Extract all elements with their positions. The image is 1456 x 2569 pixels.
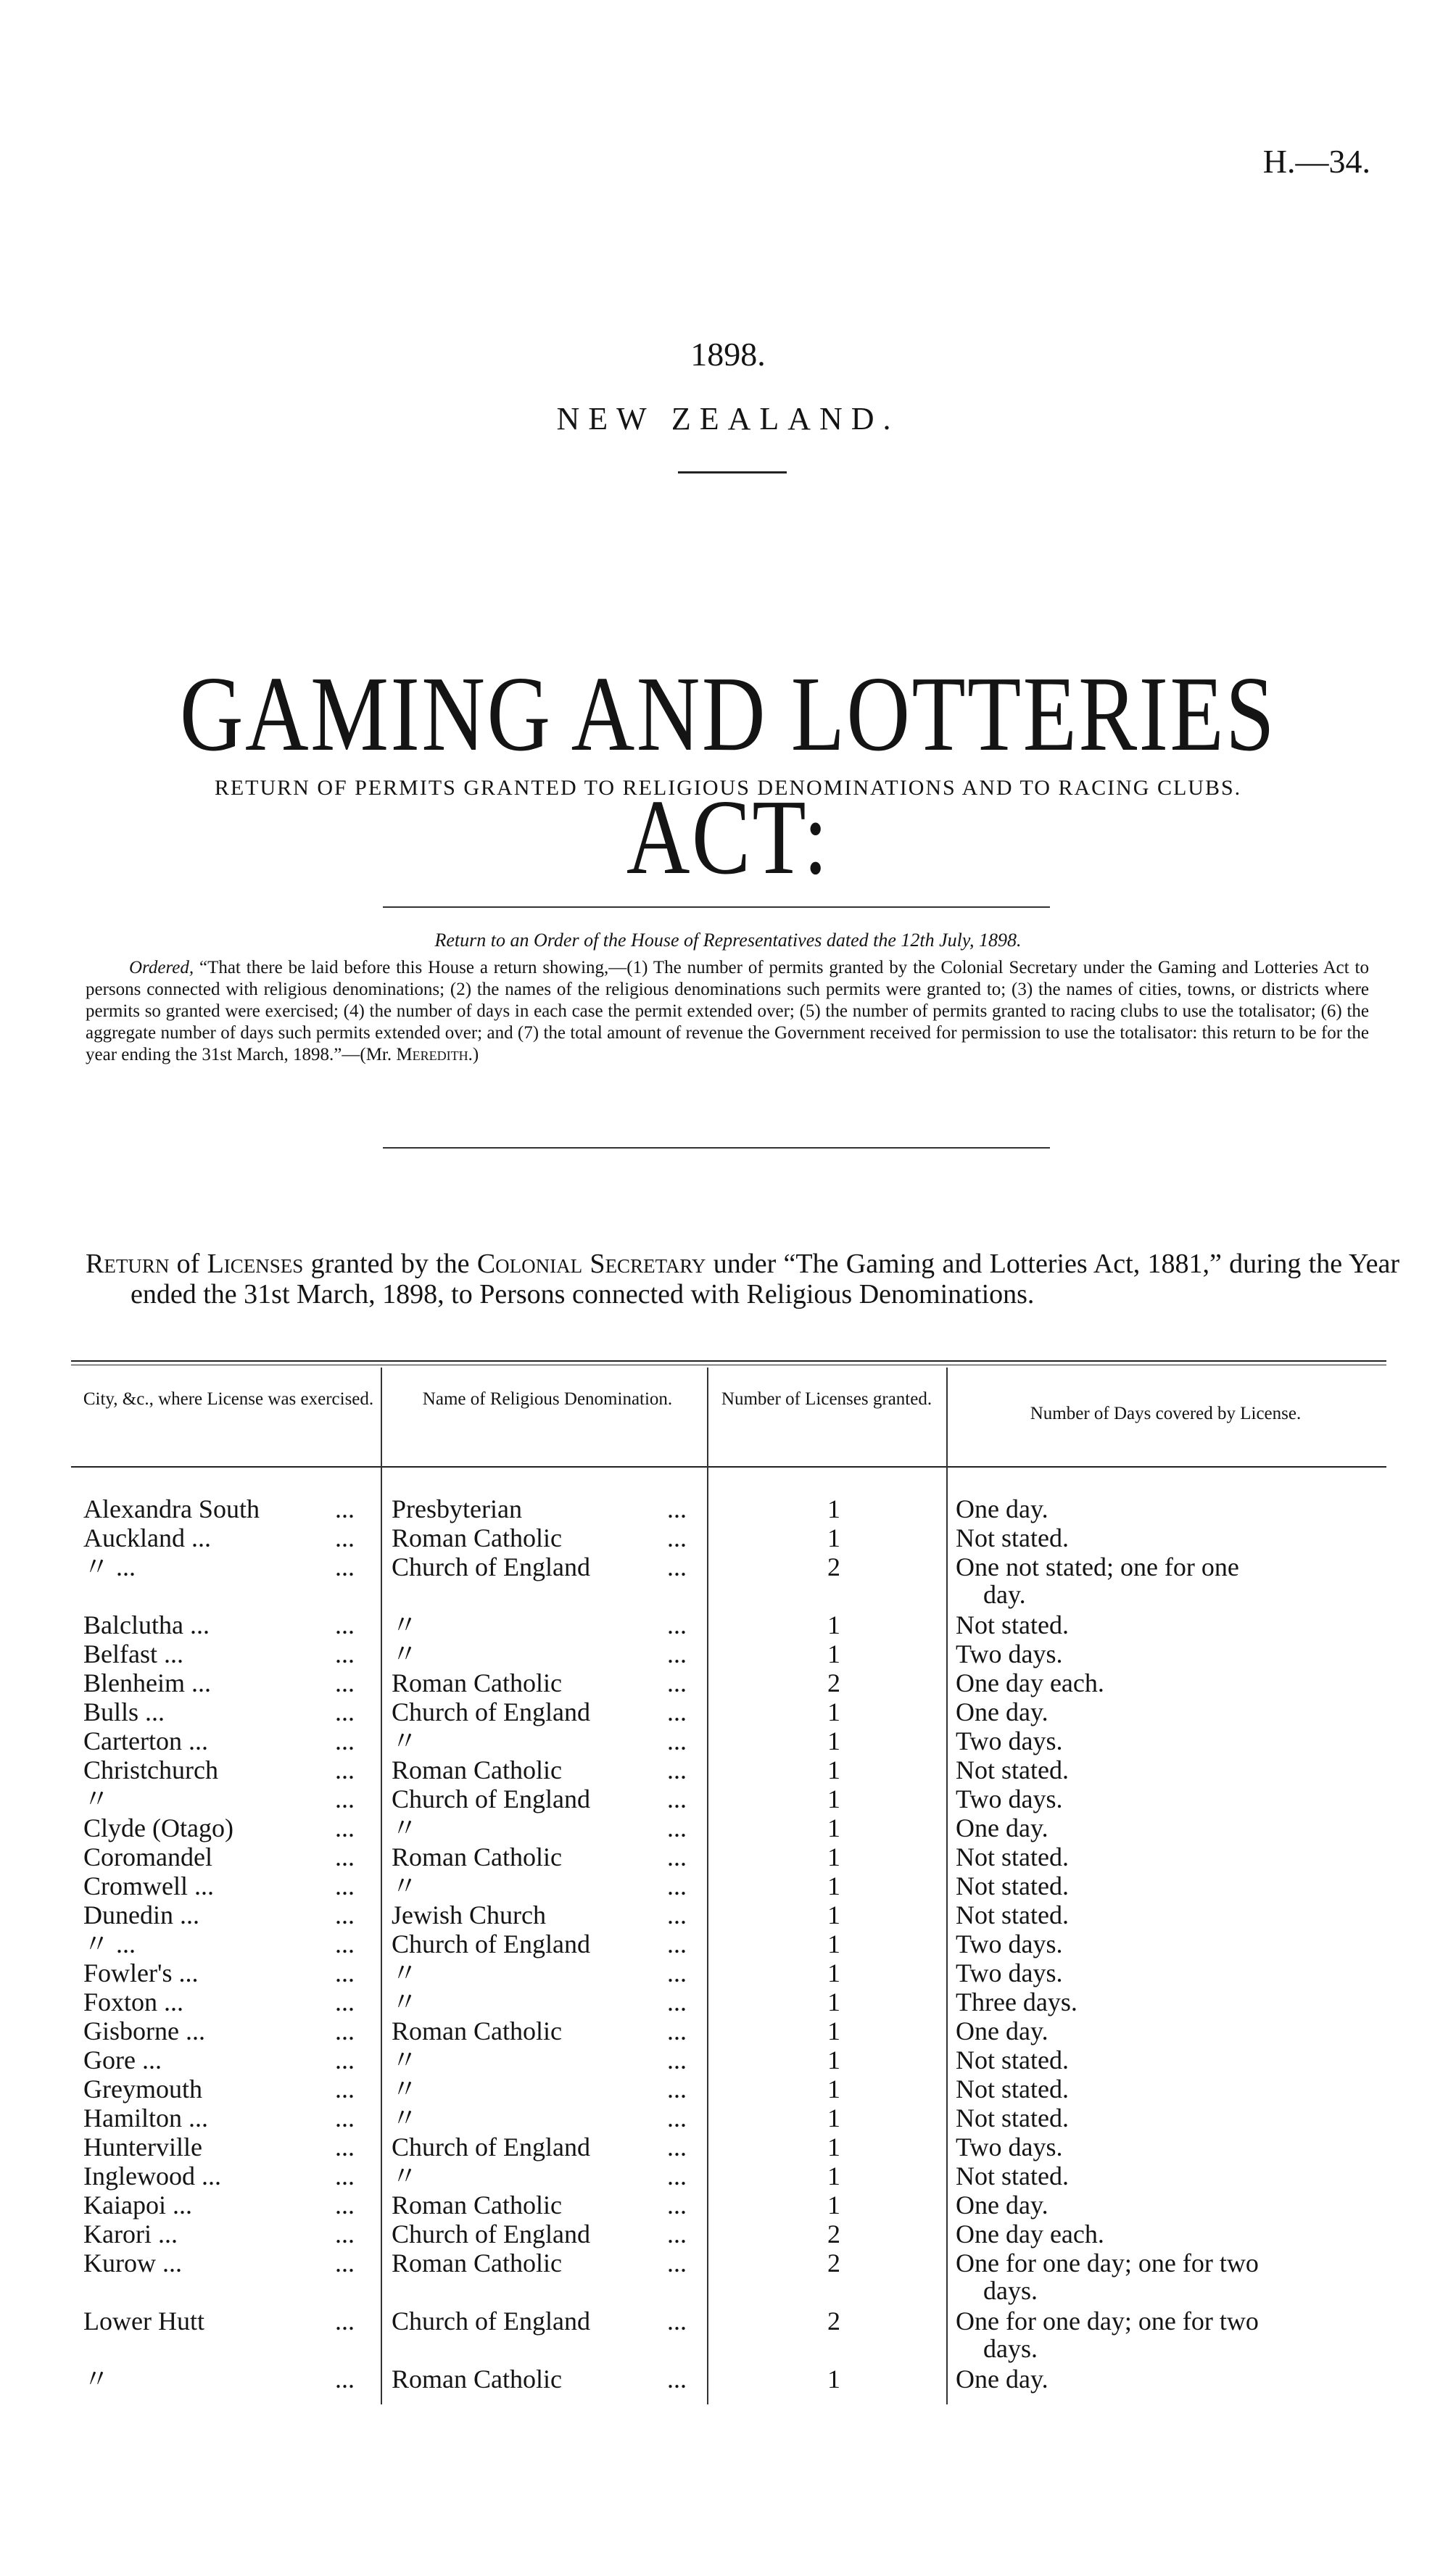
column-divider-1 bbox=[381, 1368, 382, 2404]
days-line: Not stated. bbox=[956, 1610, 1069, 1639]
denomination-cell: 〃 bbox=[392, 1813, 418, 1842]
column-header-days: Number of Days covered by License. bbox=[1030, 1404, 1302, 1423]
days-cell bbox=[956, 2017, 1362, 2045]
city-cell: Carterton ... bbox=[83, 1726, 208, 1755]
city-cell: Fowler's ... bbox=[83, 1958, 199, 1987]
colonial-secretary-word: Colonial Secretary bbox=[476, 1249, 706, 1279]
days-cell bbox=[956, 1959, 1362, 1987]
leader-dots: ... bbox=[335, 1755, 355, 1784]
leader-dots: ... bbox=[667, 1929, 687, 1958]
return-heading bbox=[86, 1249, 1399, 1310]
denomination-cell: Church of England bbox=[392, 1552, 590, 1581]
license-count-cell: 1 bbox=[827, 2016, 840, 2045]
license-count-cell: 1 bbox=[827, 1494, 840, 1523]
leader-dots: ... bbox=[667, 2161, 687, 2191]
days-cell bbox=[956, 1785, 1362, 1813]
license-count-cell: 1 bbox=[827, 2045, 840, 2074]
return-word: Return bbox=[86, 1249, 170, 1279]
license-count-cell: 1 bbox=[827, 1755, 840, 1784]
leader-dots: ... bbox=[667, 1784, 687, 1813]
license-count-cell: 1 bbox=[827, 2161, 840, 2191]
days-line: Two days. bbox=[956, 1784, 1063, 1813]
leader-dots: ... bbox=[335, 1552, 355, 1581]
city-cell: Kurow ... bbox=[83, 2249, 182, 2278]
leader-dots: ... bbox=[335, 1871, 355, 1900]
days-line: Not stated. bbox=[956, 1523, 1069, 1552]
denomination-cell: Roman Catholic bbox=[392, 2365, 562, 2394]
city-cell: 〃 ... bbox=[83, 1929, 136, 1958]
city-cell: 〃 bbox=[83, 2365, 110, 2394]
divider-short bbox=[678, 471, 787, 473]
license-count-cell: 1 bbox=[827, 2074, 840, 2103]
city-cell: Clyde (Otago) bbox=[83, 1813, 233, 1842]
license-count-cell: 1 bbox=[827, 2191, 840, 2220]
denomination-cell: 〃 bbox=[392, 1987, 418, 2016]
leader-dots: ... bbox=[335, 2016, 355, 2045]
leader-dots: ... bbox=[667, 2132, 687, 2161]
city-cell: Kaiapoi ... bbox=[83, 2191, 192, 2220]
denomination-cell: 〃 bbox=[392, 1726, 418, 1755]
license-count-cell: 1 bbox=[827, 1987, 840, 2016]
divider-order-bottom bbox=[383, 1147, 1050, 1149]
leader-dots: ... bbox=[335, 1784, 355, 1813]
leader-dots: ... bbox=[667, 1523, 687, 1552]
license-count-cell: 1 bbox=[827, 1697, 840, 1726]
leader-dots: ... bbox=[667, 1726, 687, 1755]
city-cell: Lower Hutt bbox=[83, 2307, 204, 2336]
leader-dots: ... bbox=[335, 1639, 355, 1668]
order-label: Ordered, bbox=[129, 958, 194, 977]
leader-dots: ... bbox=[667, 1552, 687, 1581]
days-line: One for one day; one for two bbox=[956, 2249, 1259, 2278]
return-text-2: granted by the bbox=[303, 1249, 477, 1279]
denomination-cell: 〃 bbox=[392, 1958, 418, 1987]
leader-dots: ... bbox=[335, 1900, 355, 1929]
days-cell bbox=[956, 1553, 1362, 1608]
days-line: Not stated. bbox=[956, 1871, 1069, 1900]
days-line: Two days. bbox=[956, 2132, 1063, 2161]
city-cell: 〃 ... bbox=[83, 1552, 136, 1581]
days-line: Two days. bbox=[956, 1639, 1063, 1668]
days-line: Not stated. bbox=[956, 2045, 1069, 2074]
leader-dots: ... bbox=[335, 2307, 355, 2336]
leader-dots: ... bbox=[667, 2307, 687, 2336]
denomination-cell: Church of England bbox=[392, 2307, 590, 2336]
days-cell bbox=[956, 1930, 1362, 1958]
leader-dots: ... bbox=[335, 1523, 355, 1552]
leader-dots: ... bbox=[667, 2191, 687, 2220]
table-header-rule bbox=[71, 1466, 1386, 1468]
leader-dots: ... bbox=[667, 1900, 687, 1929]
days-line: One day. bbox=[956, 1494, 1048, 1523]
leader-dots: ... bbox=[335, 1813, 355, 1842]
city-cell: Cromwell ... bbox=[83, 1871, 214, 1900]
license-count-cell: 2 bbox=[827, 1668, 840, 1697]
leader-dots: ... bbox=[667, 1494, 687, 1523]
table-top-rule bbox=[71, 1360, 1386, 1362]
leader-dots: ... bbox=[667, 1668, 687, 1697]
country-heading: NEW ZEALAND. bbox=[556, 401, 900, 437]
days-cell bbox=[956, 2220, 1362, 2248]
days-line: One day. bbox=[956, 1697, 1048, 1726]
days-cell bbox=[956, 1756, 1362, 1784]
days-line: Not stated. bbox=[956, 1755, 1069, 1784]
days-cell bbox=[956, 1727, 1362, 1755]
denomination-cell: Roman Catholic bbox=[392, 2249, 562, 2278]
leader-dots: ... bbox=[667, 1755, 687, 1784]
denomination-cell: 〃 bbox=[392, 2161, 418, 2191]
license-count-cell: 1 bbox=[827, 2103, 840, 2132]
days-line: Two days. bbox=[956, 1958, 1063, 1987]
days-cell bbox=[956, 2162, 1362, 2190]
leader-dots: ... bbox=[667, 1958, 687, 1987]
order-end: .) bbox=[468, 1045, 479, 1064]
city-cell: Blenheim ... bbox=[83, 1668, 211, 1697]
return-text-3: under “The Gaming and Lotteries Act, 1881,” during the Year ended the 31st March, 1898, to Persons connected with Religious Denominations. bbox=[131, 1249, 1399, 1310]
city-cell: Alexandra South bbox=[83, 1494, 260, 1523]
days-cell bbox=[956, 1495, 1362, 1523]
days-line: Not stated. bbox=[956, 2161, 1069, 2191]
license-count-cell: 2 bbox=[827, 2220, 840, 2249]
days-cell bbox=[956, 2191, 1362, 2219]
denomination-cell: 〃 bbox=[392, 2045, 418, 2074]
days-cell bbox=[956, 2365, 1362, 2393]
leader-dots: ... bbox=[667, 1987, 687, 2016]
days-line-continued: days. bbox=[983, 2334, 1038, 2363]
days-cell bbox=[956, 1843, 1362, 1871]
days-line: One day. bbox=[956, 2365, 1048, 2394]
city-cell: Christchurch bbox=[83, 1755, 218, 1784]
city-cell: Auckland ... bbox=[83, 1523, 211, 1552]
leader-dots: ... bbox=[335, 1668, 355, 1697]
license-count-cell: 1 bbox=[827, 1726, 840, 1755]
leader-dots: ... bbox=[335, 1929, 355, 1958]
city-cell: Gisborne ... bbox=[83, 2016, 205, 2045]
city-cell: Belfast ... bbox=[83, 1639, 183, 1668]
column-divider-2 bbox=[707, 1368, 708, 2404]
days-cell bbox=[956, 2104, 1362, 2132]
denomination-cell: Church of England bbox=[392, 1697, 590, 1726]
leader-dots: ... bbox=[335, 1610, 355, 1639]
column-header-denomination: Name of Religious Denomination. bbox=[422, 1389, 673, 1409]
license-count-cell: 1 bbox=[827, 1842, 840, 1871]
order-body: “That there be laid before this House a return showing,—(1) The number of permits granted by the Colonial Secretary under the Gaming and Lotteries Act to persons connected with religious denominations; (2) the names of the religious denominations such permits were granted to; (3) the names of cities, towns, or districts where permits so granted were exercised; (4) the number of days in each case the permit extended over; (5) the number of permits granted to racing clubs to use the totalisator; (6) the aggregate number of days such permits extended over; and (7) the total amount of revenue the Government received for permission to use the totalisator: this return to be for the year ending the 31st March, 1898.”—(Mr. bbox=[86, 958, 1369, 1064]
city-cell: Greymouth bbox=[83, 2074, 202, 2103]
license-count-cell: 1 bbox=[827, 1523, 840, 1552]
days-cell bbox=[956, 1988, 1362, 2016]
denomination-cell: Roman Catholic bbox=[392, 2191, 562, 2220]
city-cell: Karori ... bbox=[83, 2220, 178, 2249]
days-line-continued: days. bbox=[983, 2276, 1038, 2305]
leader-dots: ... bbox=[667, 2074, 687, 2103]
days-line: One day each. bbox=[956, 1668, 1104, 1697]
document-title: GAMING AND LOTTERIES ACT: bbox=[179, 655, 1277, 897]
leader-dots: ... bbox=[335, 2074, 355, 2103]
days-line: Two days. bbox=[956, 1726, 1063, 1755]
denomination-cell: 〃 bbox=[392, 1639, 418, 1668]
days-cell bbox=[956, 1640, 1362, 1668]
leader-dots: ... bbox=[667, 1813, 687, 1842]
leader-dots: ... bbox=[667, 2365, 687, 2394]
city-cell: Dunedin ... bbox=[83, 1900, 199, 1929]
license-count-cell: 1 bbox=[827, 1813, 840, 1842]
order-member: Meredith bbox=[396, 1045, 468, 1064]
days-line: One day. bbox=[956, 2191, 1048, 2220]
leader-dots: ... bbox=[335, 1726, 355, 1755]
days-cell bbox=[956, 1698, 1362, 1726]
city-cell: Inglewood ... bbox=[83, 2161, 221, 2191]
city-cell: Foxton ... bbox=[83, 1987, 184, 2016]
days-cell bbox=[956, 1872, 1362, 1900]
denomination-cell: Church of England bbox=[392, 1929, 590, 1958]
leader-dots: ... bbox=[667, 2103, 687, 2132]
document-subtitle: RETURN OF PERMITS GRANTED TO RELIGIOUS DENOMINATIONS AND TO RACING CLUBS. bbox=[214, 776, 1242, 800]
leader-dots: ... bbox=[335, 2103, 355, 2132]
days-line-continued: day. bbox=[983, 1580, 1026, 1609]
leader-dots: ... bbox=[335, 1494, 355, 1523]
leader-dots: ... bbox=[667, 1871, 687, 1900]
denomination-cell: Presbyterian bbox=[392, 1494, 522, 1523]
denomination-cell: 〃 bbox=[392, 2103, 418, 2132]
city-cell: Bulls ... bbox=[83, 1697, 165, 1726]
denomination-cell: Roman Catholic bbox=[392, 1668, 562, 1697]
days-cell bbox=[956, 1611, 1362, 1639]
days-cell bbox=[956, 2075, 1362, 2103]
days-cell bbox=[956, 2046, 1362, 2074]
leader-dots: ... bbox=[667, 1697, 687, 1726]
denomination-cell: Church of England bbox=[392, 1784, 590, 1813]
leader-dots: ... bbox=[335, 1697, 355, 1726]
leader-dots: ... bbox=[667, 2045, 687, 2074]
denomination-cell: Church of England bbox=[392, 2220, 590, 2249]
license-count-cell: 1 bbox=[827, 2132, 840, 2161]
city-cell: Coromandel bbox=[83, 1842, 212, 1871]
days-line: One for one day; one for two bbox=[956, 2307, 1259, 2336]
days-line: One day. bbox=[956, 2016, 1048, 2045]
city-cell: 〃 bbox=[83, 1784, 110, 1813]
days-line: One day each. bbox=[956, 2220, 1104, 2249]
days-line: One day. bbox=[956, 1813, 1048, 1842]
leader-dots: ... bbox=[335, 1842, 355, 1871]
days-line: Not stated. bbox=[956, 2103, 1069, 2132]
days-line: Two days. bbox=[956, 1929, 1063, 1958]
license-count-cell: 1 bbox=[827, 1900, 840, 1929]
denomination-cell: Church of England bbox=[392, 2132, 590, 2161]
return-text-1: of bbox=[169, 1249, 207, 1279]
license-count-cell: 2 bbox=[827, 2307, 840, 2336]
column-header-city: City, &c., where License was exercised. bbox=[83, 1389, 374, 1409]
license-count-cell: 1 bbox=[827, 1610, 840, 1639]
denomination-cell: Roman Catholic bbox=[392, 1755, 562, 1784]
days-line: Three days. bbox=[956, 1987, 1077, 2016]
city-cell: Gore ... bbox=[83, 2045, 162, 2074]
leader-dots: ... bbox=[335, 2365, 355, 2394]
column-header-number: Number of Licenses granted. bbox=[721, 1389, 932, 1409]
denomination-cell: 〃 bbox=[392, 1610, 418, 1639]
days-cell bbox=[956, 2307, 1362, 2362]
days-cell bbox=[956, 2133, 1362, 2161]
leader-dots: ... bbox=[335, 2161, 355, 2191]
city-cell: Hunterville bbox=[83, 2132, 202, 2161]
days-cell bbox=[956, 1524, 1362, 1552]
leader-dots: ... bbox=[335, 2132, 355, 2161]
license-count-cell: 1 bbox=[827, 2365, 840, 2394]
denomination-cell: Roman Catholic bbox=[392, 1523, 562, 1552]
license-count-cell: 1 bbox=[827, 1639, 840, 1668]
leader-dots: ... bbox=[335, 2220, 355, 2249]
leader-dots: ... bbox=[335, 2191, 355, 2220]
page-reference: H.—34. bbox=[1262, 143, 1370, 180]
leader-dots: ... bbox=[335, 1958, 355, 1987]
license-count-cell: 1 bbox=[827, 1784, 840, 1813]
license-count-cell: 1 bbox=[827, 1929, 840, 1958]
license-count-cell: 1 bbox=[827, 1958, 840, 1987]
leader-dots: ... bbox=[667, 2016, 687, 2045]
divider-order-top bbox=[383, 906, 1050, 908]
license-count-cell: 2 bbox=[827, 2249, 840, 2278]
leader-dots: ... bbox=[335, 2045, 355, 2074]
column-divider-3 bbox=[946, 1368, 948, 2404]
license-count-cell: 1 bbox=[827, 1871, 840, 1900]
city-cell: Hamilton ... bbox=[83, 2103, 208, 2132]
license-count-cell: 2 bbox=[827, 1552, 840, 1581]
leader-dots: ... bbox=[667, 2249, 687, 2278]
licenses-word: Licenses bbox=[207, 1249, 304, 1279]
leader-dots: ... bbox=[667, 2220, 687, 2249]
city-cell: Balclutha ... bbox=[83, 1610, 210, 1639]
leader-dots: ... bbox=[667, 1639, 687, 1668]
denomination-cell: Roman Catholic bbox=[392, 1842, 562, 1871]
denomination-cell: 〃 bbox=[392, 1871, 418, 1900]
document-year: 1898. bbox=[690, 336, 766, 373]
leader-dots: ... bbox=[335, 1987, 355, 2016]
days-cell bbox=[956, 1669, 1362, 1697]
days-line: Not stated. bbox=[956, 2074, 1069, 2103]
order-paragraph bbox=[86, 957, 1369, 1066]
days-line: One not stated; one for one bbox=[956, 1552, 1239, 1581]
days-line: Not stated. bbox=[956, 1842, 1069, 1871]
leader-dots: ... bbox=[335, 2249, 355, 2278]
days-cell bbox=[956, 2249, 1362, 2304]
denomination-cell: Jewish Church bbox=[392, 1900, 546, 1929]
days-line: Not stated. bbox=[956, 1900, 1069, 1929]
leader-dots: ... bbox=[667, 1610, 687, 1639]
order-heading: Return to an Order of the House of Representatives dated the 12th July, 1898. bbox=[434, 930, 1022, 951]
days-cell bbox=[956, 1814, 1362, 1842]
days-cell bbox=[956, 1901, 1362, 1929]
denomination-cell: Roman Catholic bbox=[392, 2016, 562, 2045]
leader-dots: ... bbox=[667, 1842, 687, 1871]
denomination-cell: 〃 bbox=[392, 2074, 418, 2103]
